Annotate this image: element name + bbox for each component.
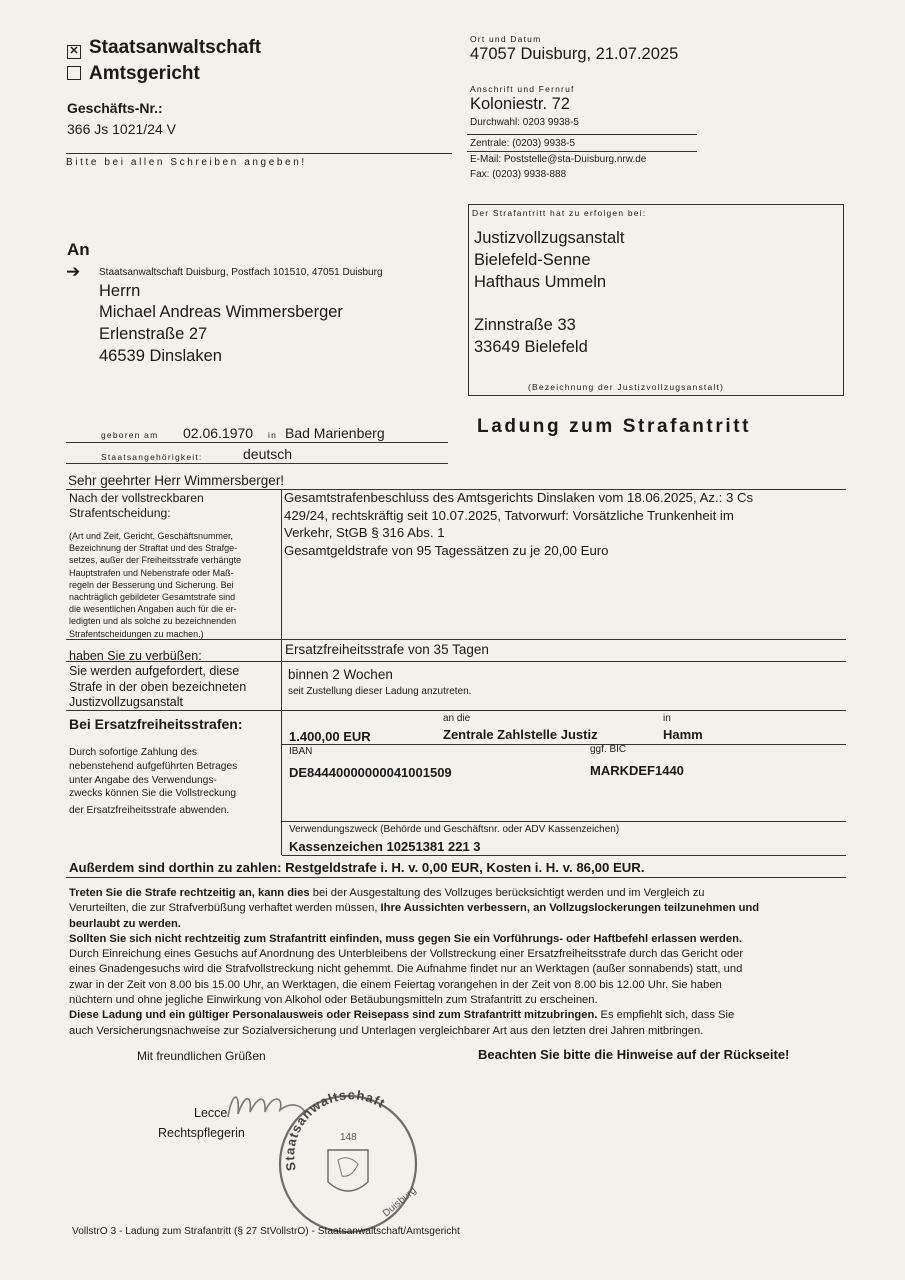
iban-value: DE84440000000041001509 <box>289 765 452 780</box>
purpose-value: Kassenzeichen 10251381 221 3 <box>289 839 481 854</box>
summons-deadline: binnen 2 Wochen <box>288 667 393 682</box>
greeting: Sehr geehrter Herr Wimmersberger! <box>68 473 285 488</box>
recipient-street: Erlenstraße 27 <box>99 325 208 343</box>
recipient-name: Michael Andreas Wimmersberger <box>99 303 343 321</box>
prison-box-caption: (Bezeichnung der Justizvollzugsanstalt) <box>528 382 725 392</box>
prison-line-2: Bielefeld-Senne <box>474 251 591 269</box>
case-number: 366 Js 1021/24 V <box>67 121 176 137</box>
checked-box-icon: ✕ <box>67 45 81 59</box>
birth-in-label: in <box>268 430 278 440</box>
nationality-label: Staatsangehörigkeit: <box>101 452 203 462</box>
case-number-note: Bitte bei allen Schreiben angeben! <box>66 157 307 168</box>
backside-notice: Beachten Sie bitte die Hinweise auf der Rückseite! <box>478 1047 790 1062</box>
serve-value: Ersatzfreiheitsstrafe von 35 Tagen <box>285 642 489 657</box>
decision-label-1: Nach der vollstreckbaren <box>69 491 204 505</box>
serve-label: haben Sie zu verbüßen: <box>69 649 202 663</box>
svg-text:148: 148 <box>340 1132 357 1143</box>
additional-payments: Außerdem sind dorthin zu zahlen: Restgeldstrafe i. H. v. 0,00 EUR, Kosten i. H. v. 86,00 EUR. <box>69 860 645 875</box>
decision-label-2: Strafentscheidung: <box>69 506 171 520</box>
iban-label: IBAN <box>289 746 313 757</box>
summons-label: Sie werden aufgefordert, diese Strafe in der oben bezeichneten Justizvollzugsanstalt <box>69 664 247 709</box>
an-die-label: an die <box>443 713 471 724</box>
authority-option-staatsanwaltschaft: ✕ Staatsanwaltschaft <box>67 37 261 59</box>
bic-label: ggf. BIC <box>590 744 627 755</box>
signatory-title: Rechtspflegerin <box>158 1126 245 1140</box>
an-label: An <box>67 240 90 259</box>
birth-label: geboren am <box>101 430 159 440</box>
payment-in-label: in <box>663 713 671 724</box>
office-fax: Fax: (0203) 9938-888 <box>470 169 567 180</box>
office-street: Koloniestr. 72 <box>470 95 570 113</box>
official-stamp <box>268 1082 428 1242</box>
place-date: 47057 Duisburg, 21.07.2025 <box>470 45 679 63</box>
body-text: Treten Sie die Strafe rechtzeitig an, kann dies bei der Ausgestaltung des Vollzuges berücksichtigt werden und im Vergleich zu Verurteilten, die zur Strafverbüßung verhaftet werden müssen, Ihre Aussichten verbessern, an Vollzugslockerungen teilzunehmen und beurlaubt zu werden. Sollten Sie sich nicht rechtzeitig zum Strafantritt einfinden, muss gegen Sie ein Vorführungs- oder Haftbefehl erlassen werden. Durch Einreichung eines Gesuchs auf Anordnung des Unterbleibens der Vollstreckung einer Ersatzfreiheitsstrafe durch das Gericht oder eines Gnadengesuchs wird die Strafvollstreckung nicht gehemmt. Die Aufnahme findet nur an Werktagen (außer sonnabends) statt, und zwar in der Zeit von 8.00 bis 15.00 Uhr, an Werktagen, die einem Feiertag vorangehen in der Zeit von 8.00 bis 12.00 Uhr. Sie haben nüchtern und ohne jegliche Einwirkung von Alkohol oder Betäubungsmitteln zum Strafantritt zu erscheinen. Diese Ladung und ein gültiger Personalausweis oder Reisepass sind zum Strafantritt mitzubringen. Es empfiehlt sich, dass Sie auch Versicherungsnachweise zur Sozialversicherung und Unterlagen vergleichbarer Art aus den letzten drei Jahren mitbringen. <box>69 887 760 1037</box>
document-title: Ladung zum Strafantritt <box>477 416 752 437</box>
payment-recipient: Zentrale Zahlstelle Justiz <box>443 727 598 742</box>
prison-box-label: Der Strafantritt hat zu erfolgen bei: <box>472 208 647 218</box>
birth-place: Bad Marienberg <box>285 425 385 441</box>
prison-city: 33649 Bielefeld <box>474 338 588 356</box>
payment-heading: Bei Ersatzfreiheitsstrafen: <box>69 716 243 732</box>
payment-text: Durch sofortige Zahlung des nebenstehend aufgeführten Betrages unter Angabe des Verwendungs- zwecks können Sie die Vollstreckung der Ersatzfreiheitsstrafe abwenden. <box>69 747 238 817</box>
decision-text: Gesamtstrafenbeschluss des Amtsgerichts Dinslaken vom 18.06.2025, Az.: 3 Cs 429/24, rechtskräftig seit 10.07.2025, Tatvorwurf: Vorsätzliche Trunkenheit im Verkehr, StGB § 316 Abs. 1 Gesamtgeldstrafe von 95 Tagessätzen zu je 20,00 Euro <box>284 490 754 558</box>
decision-instructions: (Art und Zeit, Gericht, Geschäftsnummer, Bezeichnung der Straftat und des Strafge- setzes, außer der Freiheitsstrafe verhängte Hauptstrafen und Nebenstrafe oder Maß- regeln der Besserung und Sicherung. Bei nachträglich gebildeter Gesamtstrafe sind die wesentlichen Angaben auch für die er- ledigten und als solche zu bezeichnenden Strafentscheidungen zu machen.) <box>69 531 242 639</box>
authority-option-amtsgericht: Amtsgericht <box>67 63 200 85</box>
birth-date: 02.06.1970 <box>183 425 254 441</box>
place-date-label: Ort und Datum <box>470 34 542 44</box>
prison-street: Zinnstraße 33 <box>474 316 576 334</box>
case-number-label: Geschäfts-Nr.: <box>67 100 163 116</box>
closing: Mit freundlichen Grüßen <box>137 1049 266 1063</box>
purpose-label: Verwendungszweck (Behörde und Geschäftsnr. oder ADV Kassenzeichen) <box>289 824 620 835</box>
prison-line-1: Justizvollzugsanstalt <box>474 229 625 247</box>
svg-text:Duisburg: Duisburg <box>380 1185 419 1220</box>
payment-amount: 1.400,00 EUR <box>289 729 371 744</box>
office-durchwahl: Durchwahl: 0203 9938-5 <box>470 117 579 128</box>
arrow-icon: ➔ <box>66 262 81 281</box>
svg-text:Staatsanwaltschaft: Staatsanwaltschaft <box>282 1087 389 1173</box>
sender-line: Staatsanwaltschaft Duisburg, Postfach 101510, 47051 Duisburg <box>99 267 383 278</box>
address-label: Anschrift und Fernruf <box>470 84 575 94</box>
summons-note: seit Zustellung dieser Ladung anzutreten. <box>288 686 472 697</box>
payment-city: Hamm <box>663 727 703 742</box>
bic-value: MARKDEF1440 <box>590 763 684 778</box>
recipient-salutation: Herrn <box>99 282 141 300</box>
nationality-value: deutsch <box>243 446 293 462</box>
footer: VollstrO 3 - Ladung zum Strafantritt (§ 27 StVollstrO) - Staatsanwaltschaft/Amtsgericht <box>72 1226 460 1237</box>
recipient-city: 46539 Dinslaken <box>99 347 222 365</box>
unchecked-box-icon <box>67 66 81 80</box>
prison-line-3: Hafthaus Ummeln <box>474 273 607 291</box>
signatory-name: Lecce <box>194 1106 228 1120</box>
office-zentrale: Zentrale: (0203) 9938-5 <box>470 138 576 149</box>
office-email: E-Mail: Poststelle@sta-Duisburg.nrw.de <box>470 154 647 165</box>
